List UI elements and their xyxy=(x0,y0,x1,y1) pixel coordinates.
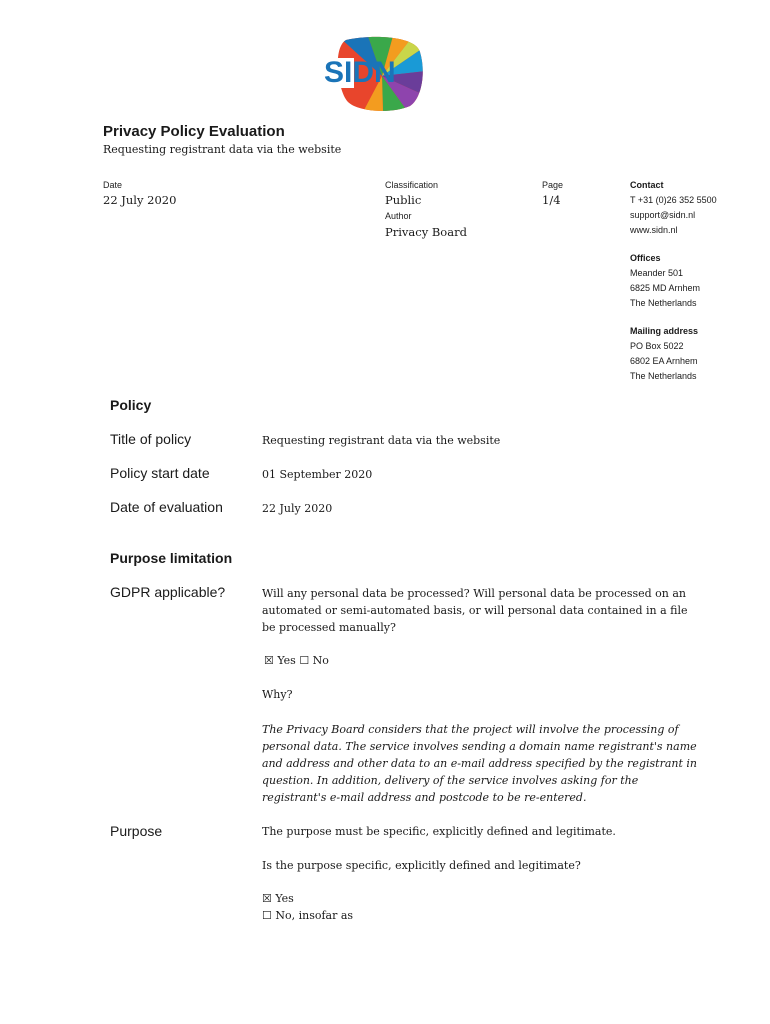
logo-text: SIDN xyxy=(324,56,396,89)
offices-block xyxy=(630,251,700,311)
mailing-line: The Netherlands xyxy=(630,371,697,381)
gdpr-applicable-label: GDPR applicable? xyxy=(110,584,226,600)
purpose-statement: The purpose must be specific, explicitly defined and legitimate. xyxy=(262,825,616,838)
offices-heading: Offices xyxy=(630,253,661,263)
contact-email[interactable]: support@sidn.nl xyxy=(630,210,696,220)
policy-start-date-value: 01 September 2020 xyxy=(262,468,373,481)
date-of-evaluation-value: 22 July 2020 xyxy=(262,502,333,515)
purpose-option-no[interactable]: ☐ No, insofar as xyxy=(262,909,354,922)
author-value: Privacy Board xyxy=(385,225,467,239)
offices-line: 6825 MD Arnhem xyxy=(630,283,701,293)
contact-heading: Contact xyxy=(630,180,664,190)
policy-start-date-label: Policy start date xyxy=(110,465,210,481)
contact-website[interactable]: www.sidn.nl xyxy=(630,225,678,235)
gdpr-answer-checkboxes[interactable]: ☒ Yes ☐ No xyxy=(264,654,329,667)
sidn-logo xyxy=(318,36,426,112)
document-subtitle: Requesting registrant data via the website xyxy=(103,143,342,156)
mailing-heading: Mailing address xyxy=(630,326,699,336)
contact-block xyxy=(630,178,717,238)
mailing-line: 6802 EA Arnhem xyxy=(630,356,698,366)
gdpr-question-text: Will any personal data be processed? Will personal data be processed on an automated or semi-automated basis, or will personal data contained in a file be processed manually? xyxy=(262,587,688,634)
purpose-option-yes[interactable]: ☒ Yes xyxy=(262,892,294,905)
offices-line: Meander 501 xyxy=(630,268,684,278)
document-title: Privacy Policy Evaluation xyxy=(103,123,285,140)
offices-line: The Netherlands xyxy=(630,298,697,308)
mailing-block xyxy=(630,324,698,384)
why-label: Why? xyxy=(262,688,293,701)
title-of-policy-value: Requesting registrant data via the website xyxy=(262,434,501,447)
classification-value: Public xyxy=(385,193,422,207)
purpose-label: Purpose xyxy=(110,823,163,839)
date-value: 22 July 2020 xyxy=(103,193,177,207)
gdpr-question xyxy=(262,585,702,636)
page-value: 1/4 xyxy=(542,193,561,207)
purpose-limitation-heading: Purpose limitation xyxy=(110,550,233,566)
classification-label: Classification xyxy=(385,180,439,190)
mailing-line: PO Box 5022 xyxy=(630,341,684,351)
author-label: Author xyxy=(385,211,412,221)
contact-phone: T +31 (0)26 352 5500 xyxy=(630,195,717,205)
purpose-question: Is the purpose specific, explicitly defined and legitimate? xyxy=(262,859,581,872)
title-of-policy-label: Title of policy xyxy=(110,431,192,447)
date-of-evaluation-label: Date of evaluation xyxy=(110,499,223,515)
why-explanation-text: The Privacy Board considers that the project will involve the processing of personal data. The service involves sending a domain name registrant's name and address and other data to an e-mail address specified by the registrant in question. In addition, delivery of the service involves asking for the registrant's e-mail address and postcode to be re-entered. xyxy=(262,723,697,804)
date-label: Date xyxy=(103,180,123,190)
policy-heading: Policy xyxy=(110,397,152,413)
why-explanation xyxy=(262,721,702,806)
page-label: Page xyxy=(542,180,564,190)
